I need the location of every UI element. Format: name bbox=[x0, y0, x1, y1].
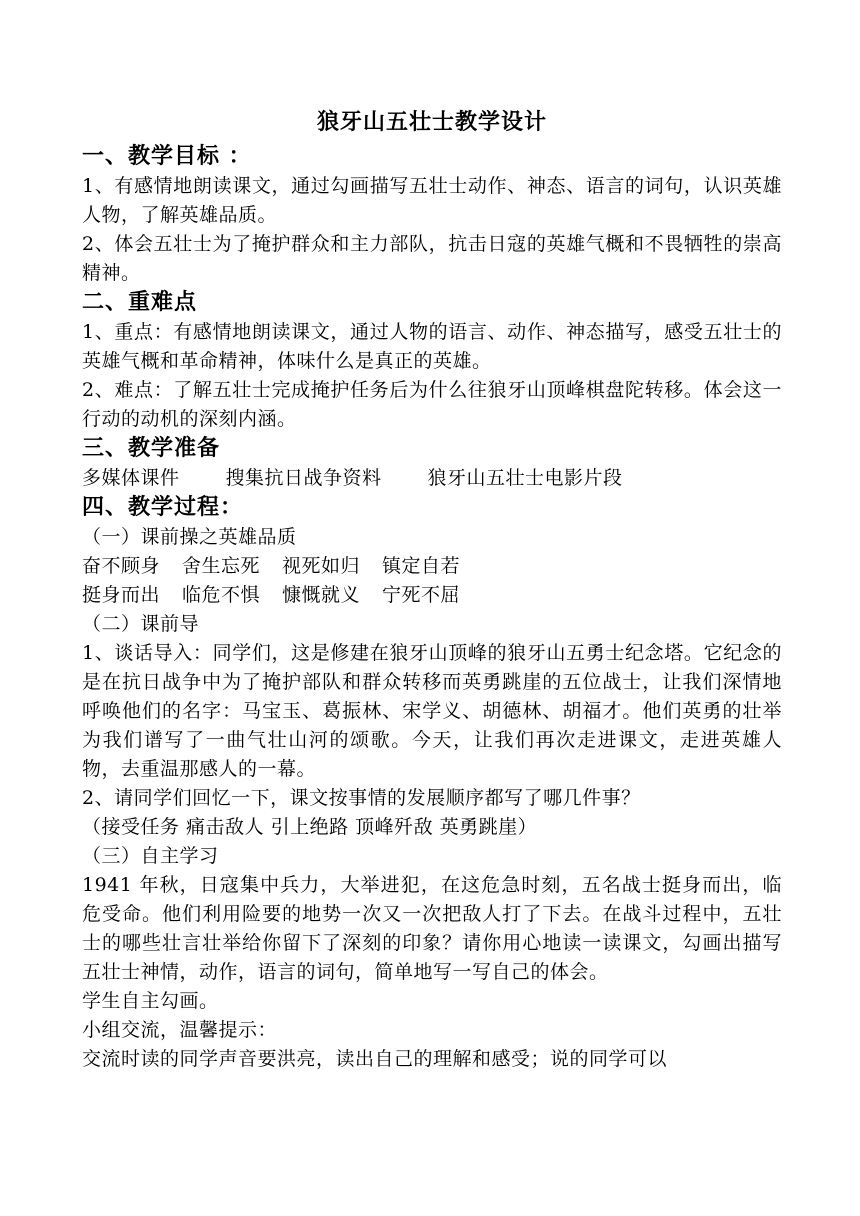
word: 宁死不屈 bbox=[382, 584, 461, 606]
word: 舍生忘死 bbox=[182, 555, 261, 577]
prep-item: 搜集抗日战争资料 bbox=[225, 467, 382, 489]
words-row-2 bbox=[82, 581, 782, 610]
word: 奋不顾身 bbox=[82, 555, 161, 577]
process-part3-paragraph-4: 交流时读的同学声音要洪亮，读出自己的理解和感受；说的同学可以 bbox=[82, 1048, 668, 1070]
process-part2-paragraph-1: 1、谈话导入：同学们，这是修建在狼牙山顶峰的狼牙山五勇士纪念塔。它纪念的是在抗日战争中为了掩护部队和群众转移而英勇跳崖的五位战士，让我们深情地呼唤他们的名字：马宝玉、葛振林、宋学义、胡德林、胡福才。他们英勇的壮举为我们谱写了一曲气壮山河的颂歌。今天，让我们再次走进课文，走进英雄人物，去重温那感人的一幕。 bbox=[82, 642, 782, 780]
heading-process: 四、教学过程： bbox=[82, 495, 244, 520]
heading-goals: 一、教学目标 ： bbox=[82, 144, 252, 169]
document-title: 狼牙山五壮士教学设计 bbox=[316, 110, 547, 135]
goal-item-1: 1、有感情地朗读课文，通过勾画描写五壮士动作、神态、语言的词句，认识英雄人物，了解英雄品质。 bbox=[82, 175, 782, 226]
word: 挺身而出 bbox=[82, 584, 161, 606]
process-part2-paragraph-3: （接受任务 痛击敌人 引上绝路 顶峰歼敌 英勇跳崖） bbox=[82, 816, 538, 838]
process-part1-label: （一）课前操之英雄品质 bbox=[82, 526, 297, 548]
word: 临危不惧 bbox=[182, 584, 261, 606]
goal-item-2: 2、体会五壮士为了掩护群众和主力部队，抗击日寇的英雄气概和不畏牺牲的崇高精神。 bbox=[82, 233, 782, 284]
heading-key-points: 二、重难点 bbox=[82, 290, 198, 315]
preparation-list bbox=[82, 464, 782, 493]
prep-item: 狼牙山五壮士电影片段 bbox=[427, 467, 623, 489]
key-point-2: 2、难点：了解五壮士完成掩护任务后为什么往狼牙山顶峰棋盘陀转移。体会这一行动的动机的深刻内涵。 bbox=[82, 379, 782, 430]
process-part3-paragraph-2: 学生自主勾画。 bbox=[82, 990, 219, 1012]
word: 慷慨就义 bbox=[282, 584, 361, 606]
word: 镇定自若 bbox=[382, 555, 461, 577]
process-part2-paragraph-2: 2、请同学们回忆一下，课文按事情的发展顺序都写了哪几件事？ bbox=[82, 787, 641, 809]
process-part2-label: （二）课前导 bbox=[82, 613, 200, 635]
process-part3-paragraph-1: 1941 年秋，日寇集中兵力，大举进犯，在这危急时刻，五名战士挺身而出，临危受命。他们利用险要的地势一次又一次把敌人打了下去。在战斗过程中，五壮士的哪些壮言壮举给你留下了深刻的印象？请你用心地读一读课文，勾画出描写五壮士神情，动作，语言的词句，简单地写一写自己的体会。 bbox=[82, 874, 782, 983]
prep-item: 多媒体课件 bbox=[82, 467, 180, 489]
process-part3-paragraph-3: 小组交流，温馨提示： bbox=[82, 1019, 278, 1041]
process-part3-label: （三）自主学习 bbox=[82, 845, 219, 867]
words-row-1 bbox=[82, 552, 782, 581]
word: 视死如归 bbox=[282, 555, 361, 577]
key-point-1: 1、重点：有感情地朗读课文，通过人物的语言、动作、神态描写，感受五壮士的英雄气概和革命精神，体味什么是真正的英雄。 bbox=[82, 321, 782, 372]
heading-preparation: 三、教学准备 bbox=[82, 436, 221, 461]
document-page bbox=[82, 108, 782, 1074]
